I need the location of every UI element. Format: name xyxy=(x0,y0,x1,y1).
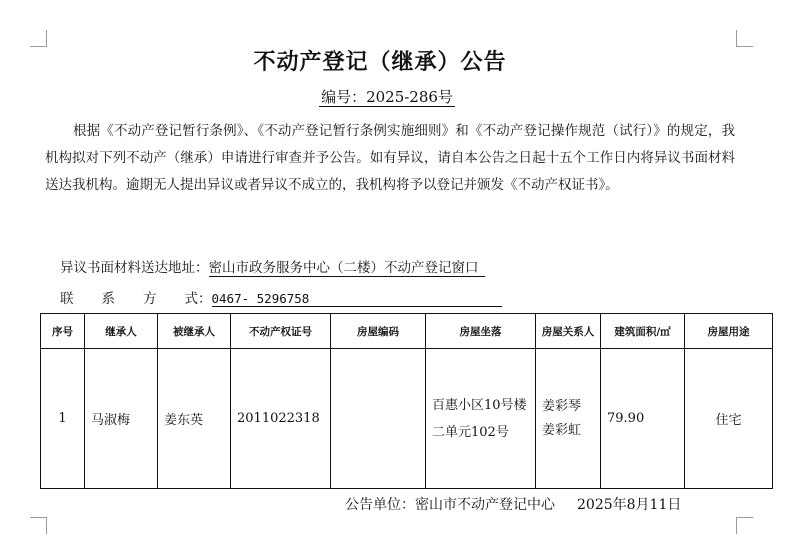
notice-body: 根据《不动产登记暂行条例》、《不动产登记暂行条例实施细则》和《不动产登记操作规范（试行）》的规定，我机构拟对下列不动产（继承）申请进行审查并予公告。如有异议，请自本公告之日起十五个工作日内将异议书面材料送达我机构。逾期无人提出异议或者异议不成立的，我机构将予以登记并颁发《不动产权证书》。 xyxy=(45,123,735,193)
contact-row xyxy=(60,287,502,307)
cell-location: 百惠小区10号楼二单元102号 xyxy=(426,349,536,489)
notice-footer xyxy=(345,494,681,514)
column-header: 房屋关系人 xyxy=(536,314,601,349)
objection-address-row xyxy=(60,256,485,276)
document-number: 编号：2025-286号 xyxy=(321,88,453,106)
column-header: 不动产权证号 xyxy=(231,314,331,349)
crop-mark-bottom-right xyxy=(736,517,753,534)
cell-decedent: 姜东英 xyxy=(158,349,231,489)
cell-cert-no: 2011022318 xyxy=(231,349,331,489)
column-header: 房屋坐落 xyxy=(426,314,536,349)
cell-heir: 马淑梅 xyxy=(85,349,158,489)
contact-phone: 0467- 5296758 xyxy=(212,291,502,307)
column-header: 房屋用途 xyxy=(685,314,773,349)
column-header: 建筑面积/㎡ xyxy=(601,314,685,349)
cell-area: 79.90 xyxy=(601,349,685,489)
cell-usage: 住宅 xyxy=(685,349,773,489)
issuing-unit: 公告单位：密山市不动产登记中心 xyxy=(345,497,555,513)
related-person: 姜彩琴 xyxy=(542,398,582,414)
column-header: 继承人 xyxy=(85,314,158,349)
related-person: 姜彩虹 xyxy=(542,422,582,438)
column-header: 房屋编码 xyxy=(331,314,426,349)
column-header: 被继承人 xyxy=(158,314,231,349)
notice-title: 不动产登记（继承）公告 xyxy=(253,49,507,75)
table-row xyxy=(41,349,773,489)
cell-house-code xyxy=(331,349,426,489)
registration-table xyxy=(40,313,773,489)
cell-related-persons xyxy=(536,349,601,489)
contact-label-tail: 式： xyxy=(184,291,212,307)
crop-mark-bottom-left xyxy=(30,517,47,534)
table-header-row xyxy=(41,314,773,349)
cell-index: 1 xyxy=(41,349,85,489)
column-header: 序号 xyxy=(41,314,85,349)
contact-label: 联系方 xyxy=(60,291,185,307)
objection-address-value: 密山市政务服务中心（二楼）不动产登记窗口 xyxy=(209,260,485,277)
objection-address-label: 异议书面材料送达地址： xyxy=(60,260,209,276)
issue-date: 2025年8月11日 xyxy=(577,497,682,513)
